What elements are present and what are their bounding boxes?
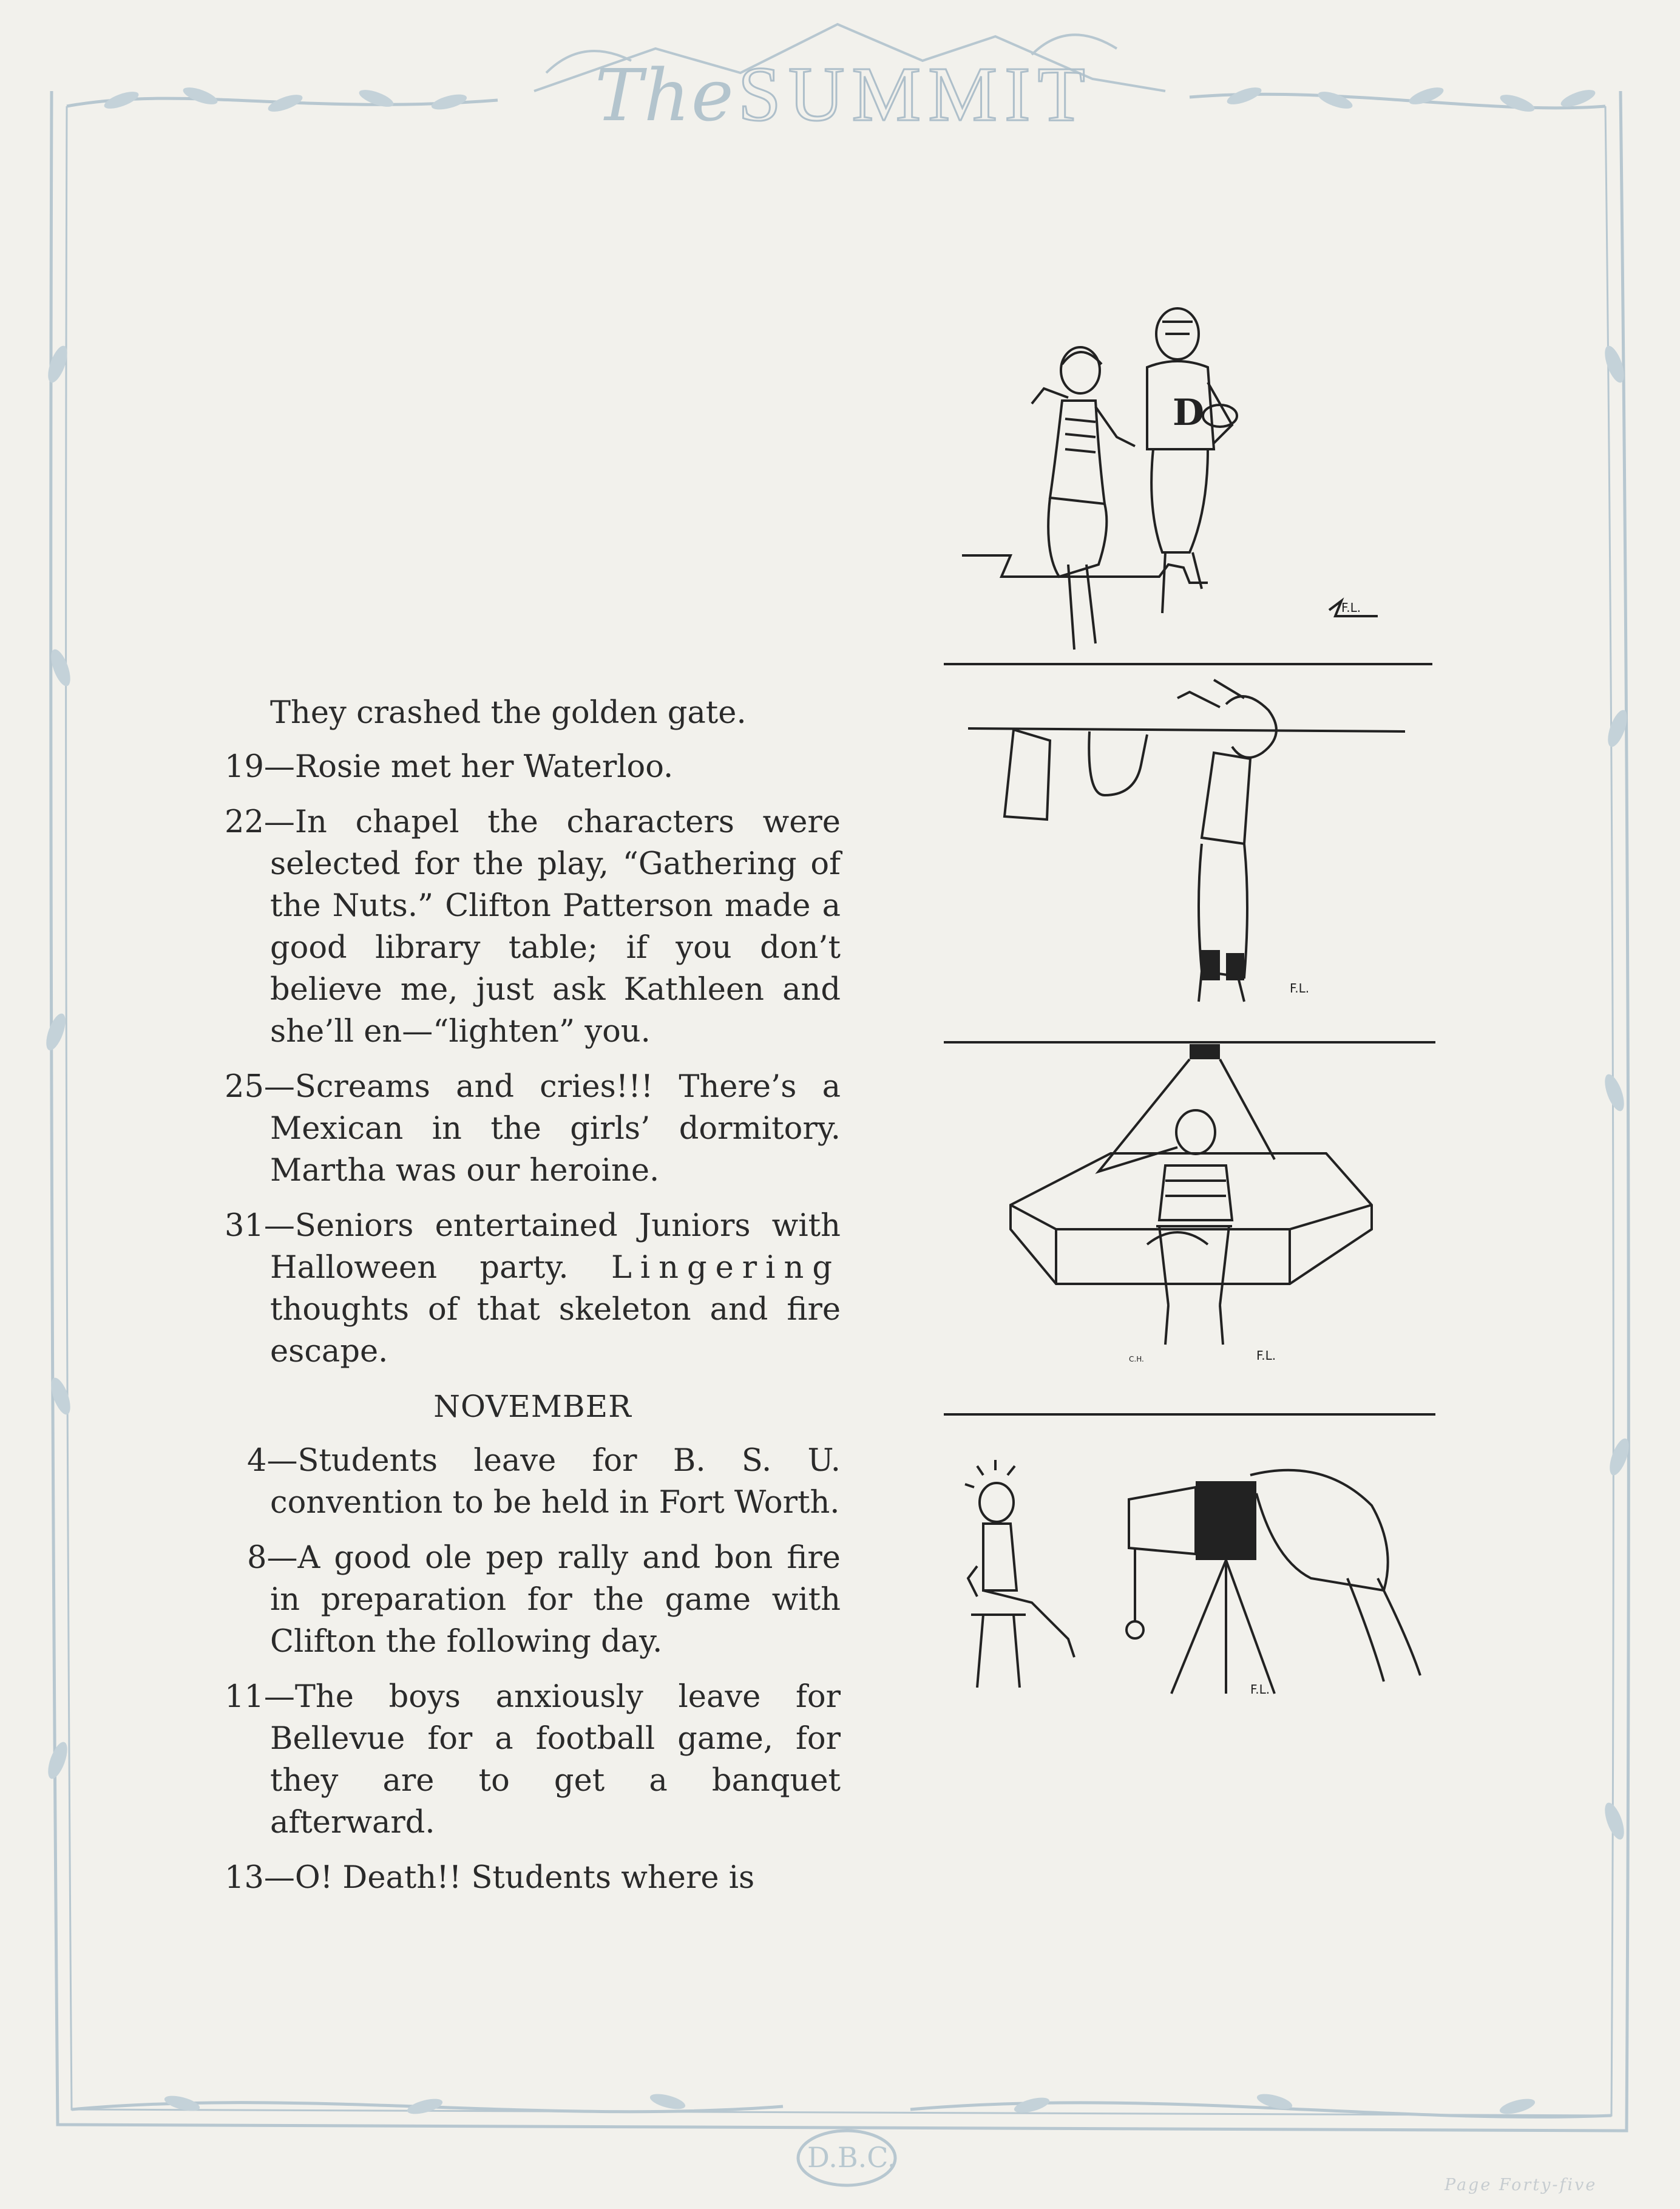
illustration-laundry	[959, 674, 1408, 1038]
entry-nov-13	[225, 1857, 841, 1899]
illustration-pedestal	[959, 1044, 1408, 1408]
entry-text-after: thoughts of that skeleton and fire escape.	[270, 1292, 841, 1369]
entry-date: 31—	[225, 1208, 295, 1244]
entry-date: 11—	[225, 1679, 295, 1715]
entry-nov-11	[225, 1676, 841, 1844]
entry-date: 13—	[225, 1860, 295, 1896]
masthead-the: The	[595, 53, 735, 137]
entry-text: Rosie met her Waterloo.	[294, 749, 674, 785]
entry-continuation: They crashed the golden gate.	[270, 695, 747, 731]
illustration-divider	[944, 1413, 1435, 1416]
illustration-divider	[944, 663, 1432, 665]
illustration-couple	[953, 297, 1402, 662]
month-heading: NOVEMBER	[433, 1389, 632, 1424]
entry-nov-4	[225, 1440, 841, 1524]
illustration-photographer	[959, 1457, 1445, 1718]
entry-text-before: Seniors entertained Juniors with Halloween party.	[270, 1208, 841, 1286]
illustration-initials: F.L.	[1341, 600, 1361, 615]
entry-19	[225, 746, 841, 788]
illustration-initials: F.L.	[1250, 1682, 1270, 1697]
entry-25	[225, 1066, 841, 1192]
illustration-initials: F.L.	[1256, 1348, 1276, 1363]
dbc-logo: D.B.C.	[807, 2141, 896, 2174]
entry-date: 8—	[247, 1540, 298, 1576]
masthead	[510, 50, 1177, 135]
illustration-divider	[944, 1041, 1435, 1043]
entry-nov-8	[225, 1537, 841, 1663]
masthead-title: SUMMIT	[737, 51, 1092, 137]
entry-text: The boys anxiously leave for Bellevue for a football game, for they are to get a banquet afterward.	[270, 1679, 841, 1841]
illustration-initials: F.L.	[1290, 981, 1310, 996]
entry-date: 4—	[247, 1443, 298, 1479]
entry-date: 25—	[225, 1069, 295, 1105]
jersey-letter: D	[1173, 392, 1205, 434]
illustration-initials-small: C.H.	[1129, 1355, 1144, 1363]
entry-date: 22—	[225, 804, 295, 840]
entry-text: O! Death!! Students where is	[294, 1860, 755, 1896]
entry-text: In chapel the characters were selected for the play, “Gathering of the Nuts.” Clifton Patterson made a good library table; if you don’t believe me, just ask Kathleen and she’ll en—“lighten” you.	[270, 804, 841, 1050]
entry-text: A good ole pep rally and bon fire in preparation for the game with Clifton the following day.	[270, 1540, 841, 1660]
entry-text: Screams and cries!!! There’s a Mexican in the girls’ dormitory. Martha was our heroine.	[270, 1069, 841, 1189]
entry-22	[225, 801, 841, 1053]
entry-31	[225, 1205, 841, 1373]
entry-text-spaced: Lingering	[611, 1250, 841, 1286]
text-column	[225, 692, 841, 1912]
entry-date: 19—	[225, 749, 295, 785]
entry-text: Students leave for B. S. U. convention to be held in Fort Worth.	[270, 1443, 841, 1521]
page-number: Page Forty-five	[1445, 2176, 1597, 2194]
